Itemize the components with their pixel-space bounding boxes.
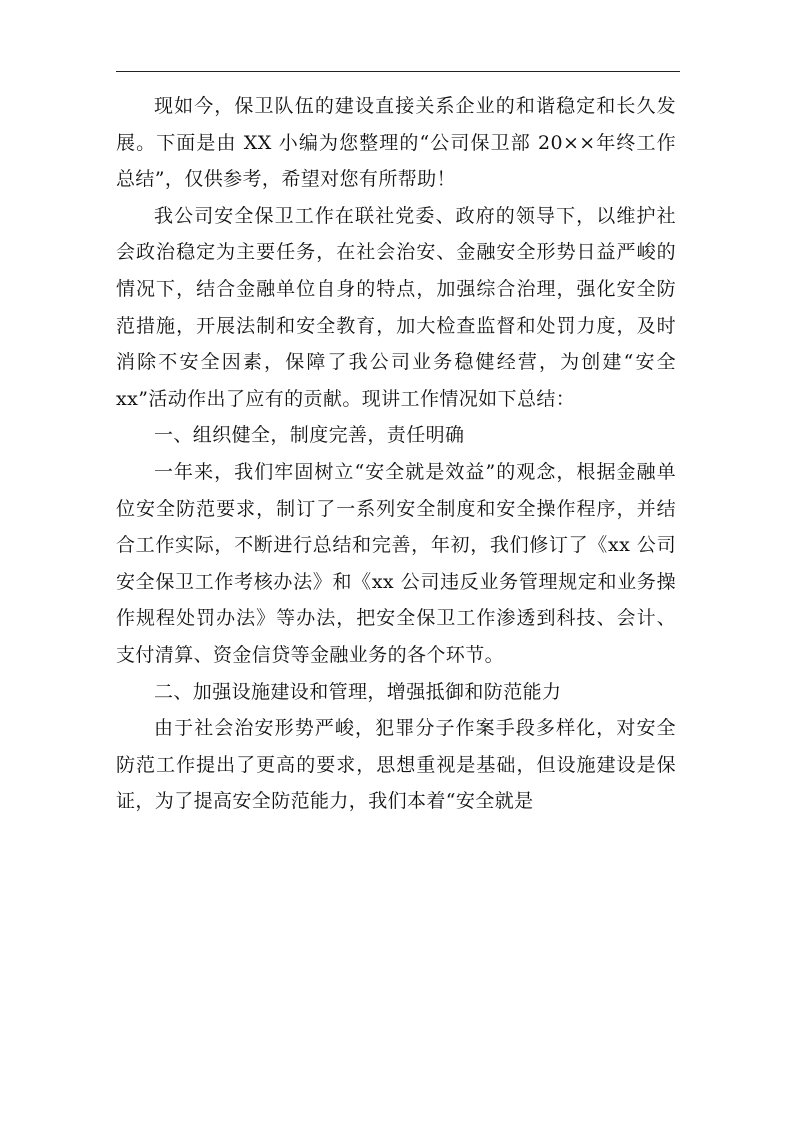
section-1-paragraph: 一年来，我们牢固树立“安全就是效益”的观念，根据金融单位安全防范要求，制订了一系列安全制度和安全操作程序，并结合工作实际，不断进行总结和完善，年初，我们修订了《xx 公司安全保卫工作考核办法》和《xx 公司违反业务管理规定和业务操作规程处罚办法》等办法，把安全保卫工作渗透到科技、会计、支付清算、资金信贷等金融业务的各个环节。 bbox=[116, 460, 676, 666]
section-2-paragraph: 由于社会治安形势严峻，犯罪分子作案手段多样化，对安全防范工作提出了更高的要求，思想重视是基础，但设施建设是保证，为了提高安全防范能力，我们本着“安全就是 bbox=[116, 717, 676, 813]
section-heading-1: 一、组织健全，制度完善，责任明确 bbox=[154, 424, 465, 447]
section-heading-2: 二、加强设施建设和管理，增强抵御和防范能力 bbox=[154, 680, 562, 703]
intro-paragraph: 现如今，保卫队伍的建设直接关系企业的和谐稳定和长久发展。下面是由 XX 小编为您整理的“公司保卫部 20××年终工作总结”，仅供参考，希望对您有所帮助！ bbox=[116, 95, 676, 191]
header-rule bbox=[116, 71, 680, 72]
overview-paragraph: 我公司安全保卫工作在联社党委、政府的领导下，以维护社会政治稳定为主要任务，在社会治安、金融安全形势日益严峻的情况下，结合金融单位自身的特点，加强综合治理，强化安全防范措施，开展法制和安全教育，加大检查监督和处罚力度，及时消除不安全因素，保障了我公司业务稳健经营，为创建“安全 xx”活动作出了应有的贡献。现讲工作情况如下总结： bbox=[116, 204, 683, 410]
document-body bbox=[116, 88, 683, 820]
